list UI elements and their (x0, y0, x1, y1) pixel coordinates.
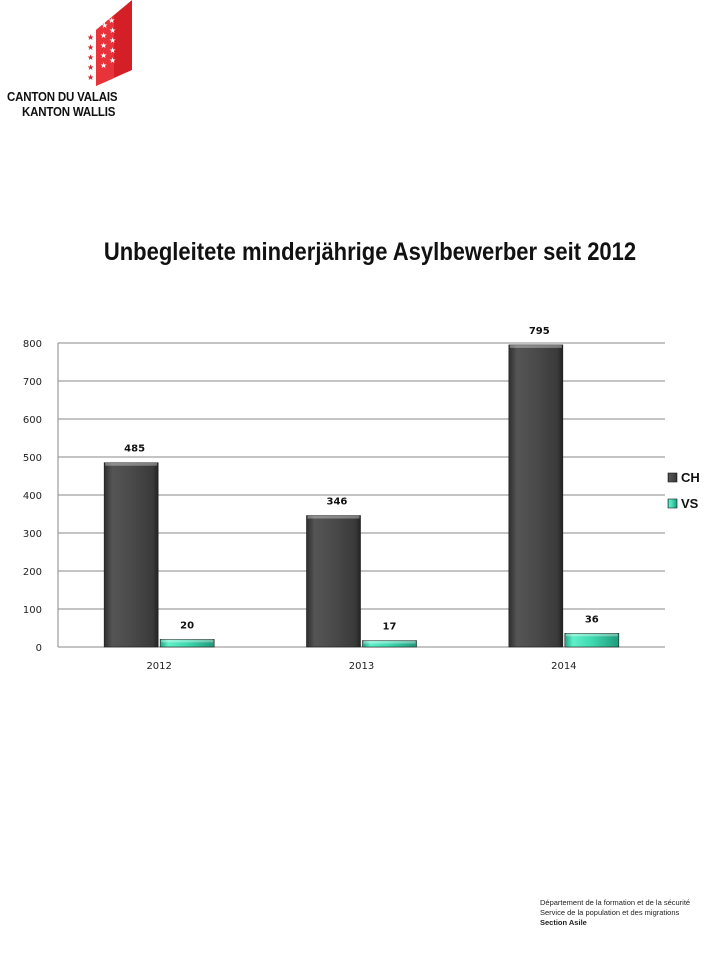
bar-highlight (364, 641, 416, 644)
y-tick-label: 200 (22, 567, 42, 578)
data-label-VS-2014: 36 (584, 614, 599, 626)
bar-CH-2014 (509, 345, 563, 647)
bars (104, 345, 619, 647)
svg-text:★: ★ (100, 31, 108, 40)
bar-highlight (308, 516, 360, 519)
legend-label-VS: VS (681, 496, 699, 511)
svg-text:★: ★ (87, 33, 95, 42)
y-tick-label: 700 (22, 377, 42, 388)
y-tick-label: 0 (35, 643, 42, 654)
legend-label-CH: CH (681, 470, 700, 485)
y-tick-label: 800 (22, 339, 42, 350)
svg-text:★: ★ (108, 16, 116, 25)
legend-swatch-CH (668, 473, 677, 482)
x-tick-label-2013: 2013 (348, 661, 375, 672)
svg-text:★: ★ (87, 53, 95, 62)
svg-text:★: ★ (109, 26, 117, 35)
chart-title: Unbegleitete minderjährige Asylbewerber seit 2012 (103, 238, 637, 266)
x-tick-label-2012: 2012 (146, 661, 172, 672)
bar-highlight (161, 639, 213, 642)
bar-highlight (105, 463, 157, 466)
y-tick-label: 400 (22, 491, 42, 502)
x-tick-label-2014: 2014 (551, 661, 577, 672)
y-tick-label: 600 (22, 415, 42, 426)
svg-text:★: ★ (87, 43, 95, 52)
logo-line-1: CANTON DU VALAIS (7, 90, 118, 104)
footer-service: Service de la population et des migrations (540, 908, 680, 917)
data-label-CH-2013: 346 (326, 496, 348, 508)
legend-swatch-VS (668, 499, 677, 508)
legend (668, 470, 700, 511)
svg-text:★: ★ (100, 51, 108, 60)
svg-text:★: ★ (101, 21, 109, 30)
bar-highlight (510, 345, 562, 348)
svg-text:★: ★ (100, 61, 108, 70)
svg-text:★: ★ (109, 36, 117, 45)
svg-text:★: ★ (100, 41, 108, 50)
y-axis-ticks (23, 339, 42, 654)
svg-text:★: ★ (87, 63, 95, 72)
footer-department: Département de la formation et de la sécurité (540, 898, 691, 907)
footer (540, 898, 690, 928)
data-label-VS-2012: 20 (180, 620, 195, 632)
data-label-VS-2013: 17 (382, 621, 397, 633)
bar-CH-2013 (307, 516, 361, 647)
svg-text:★: ★ (87, 73, 95, 82)
y-tick-label: 500 (22, 453, 42, 464)
bar-CH-2012 (104, 463, 158, 647)
bar-highlight (566, 633, 618, 636)
data-label-CH-2014: 795 (528, 325, 550, 337)
footer-section: Section Asile (540, 918, 587, 927)
svg-text:★: ★ (109, 56, 117, 65)
x-axis-ticks (146, 661, 576, 672)
data-label-CH-2012: 485 (124, 443, 146, 455)
svg-text:★: ★ (109, 46, 117, 55)
y-tick-label: 100 (22, 605, 42, 616)
y-tick-label: 300 (22, 529, 42, 540)
logo-line-2: KANTON WALLIS (22, 105, 116, 119)
